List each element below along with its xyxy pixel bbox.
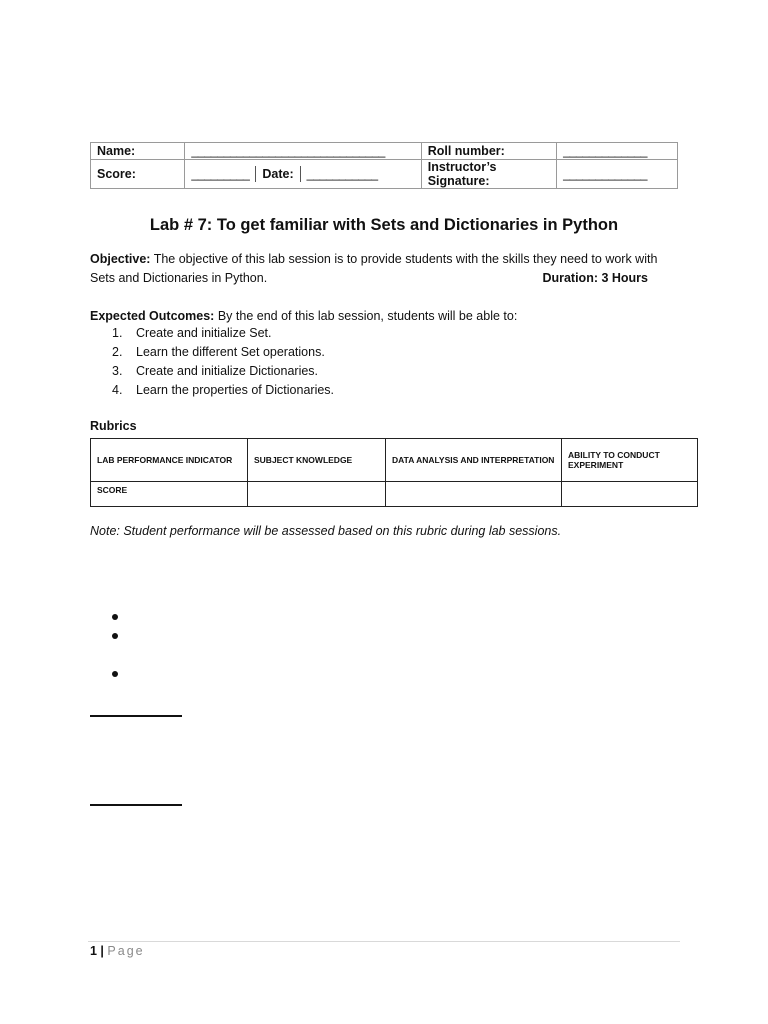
duration-text: Duration: 3 Hours xyxy=(542,271,648,285)
bullet-point xyxy=(112,671,118,677)
list-item-number: 4. xyxy=(112,383,123,397)
name-blank: ______________________________ xyxy=(191,144,385,158)
list-item-number: 1. xyxy=(112,326,123,340)
rubric-score-label: SCORE xyxy=(91,482,248,507)
date-label: Date: xyxy=(255,166,299,182)
rubric-header-cell: ABILITY TO CONDUCT EXPERIMENT xyxy=(562,439,698,482)
rubrics-heading: Rubrics xyxy=(90,419,137,433)
expected-outcomes-label: Expected Outcomes: xyxy=(90,309,215,323)
outcomes-list xyxy=(112,324,334,400)
roll-number-label: Roll number: xyxy=(421,143,556,160)
rubric-score-cell[interactable] xyxy=(248,482,386,507)
rubric-score-cell[interactable] xyxy=(386,482,562,507)
date-field[interactable]: ___________ xyxy=(300,166,384,182)
list-item-text: Learn the different Set operations. xyxy=(136,345,325,359)
page-number: 1 | xyxy=(90,944,104,958)
score-date-cell xyxy=(185,160,421,189)
name-field[interactable] xyxy=(185,143,421,160)
list-item xyxy=(112,381,334,400)
bullet-point xyxy=(112,633,118,639)
rubric-header-cell: DATA ANALYSIS AND INTERPRETATION xyxy=(386,439,562,482)
page-footer xyxy=(90,944,145,958)
objective-label: Objective: xyxy=(90,252,151,266)
objective-text: The objective of this lab session is to provide students with the skills they need to work with Sets and Dictionaries in Python. xyxy=(90,252,658,285)
underline-divider xyxy=(90,715,182,717)
objective-paragraph xyxy=(90,250,680,288)
list-item xyxy=(112,324,334,343)
student-info-table xyxy=(90,142,678,189)
lab-title: Lab # 7: To get familiar with Sets and Dictionaries in Python xyxy=(149,216,619,234)
list-item xyxy=(112,362,334,381)
list-item xyxy=(112,343,334,362)
signature-blank: _____________ xyxy=(563,167,647,181)
score-field[interactable]: _________ xyxy=(191,167,250,181)
list-item-number: 3. xyxy=(112,364,123,378)
list-item-text: Create and initialize Dictionaries. xyxy=(136,364,319,378)
roll-number-blank: _____________ xyxy=(563,144,647,158)
signature-field[interactable] xyxy=(557,160,678,189)
info-row-1 xyxy=(91,143,678,160)
expected-outcomes-text: By the end of this lab session, students will be able to: xyxy=(217,309,518,323)
roll-number-field[interactable] xyxy=(557,143,678,160)
rubric-score-cell[interactable] xyxy=(562,482,698,507)
bullet-point xyxy=(112,614,118,620)
rubric-header-row xyxy=(91,439,698,482)
score-label: Score: xyxy=(91,160,185,189)
rubric-score-row xyxy=(91,482,698,507)
list-item-number: 2. xyxy=(112,345,123,359)
signature-label: Instructor’s Signature: xyxy=(421,160,556,189)
rubric-note: Note: Student performance will be assessed based on this rubric during lab sessions. xyxy=(90,524,562,538)
rubric-header-cell: SUBJECT KNOWLEDGE xyxy=(248,439,386,482)
info-row-2 xyxy=(91,160,678,189)
rubric-table xyxy=(90,438,698,507)
underline-divider xyxy=(90,804,182,806)
rubric-header-cell: LAB PERFORMANCE INDICATOR xyxy=(91,439,248,482)
page-label: Page xyxy=(107,944,145,958)
list-item-text: Create and initialize Set. xyxy=(136,326,272,340)
footer-divider xyxy=(88,941,680,942)
name-label: Name: xyxy=(91,143,185,160)
list-item-text: Learn the properties of Dictionaries. xyxy=(136,383,335,397)
